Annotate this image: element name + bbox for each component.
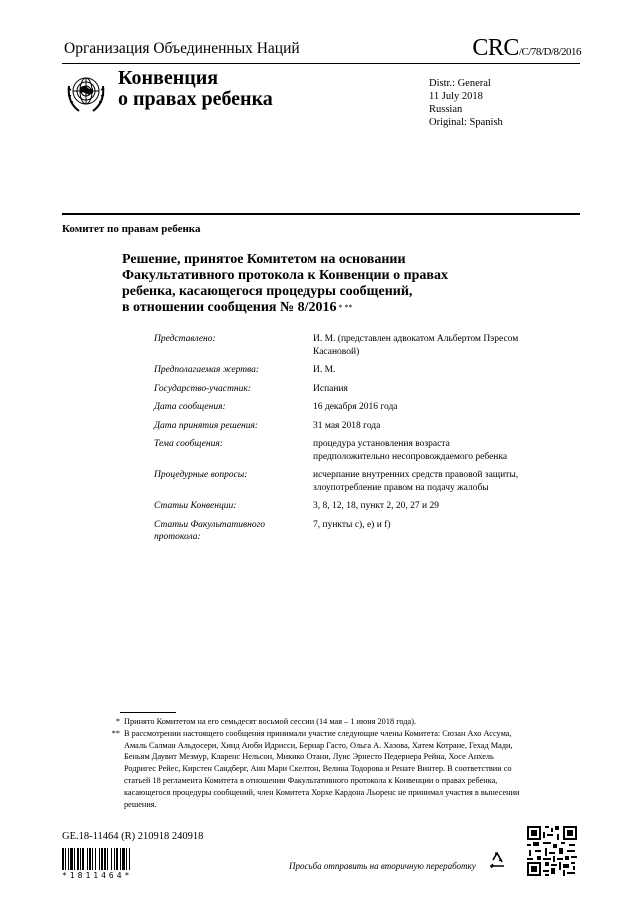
distribution-info bbox=[429, 77, 503, 129]
distr-line: Distr.: General bbox=[429, 78, 491, 89]
job-number: GE.18-11464 (R) 210918 240918 bbox=[62, 831, 204, 842]
qr-code-icon bbox=[527, 826, 577, 876]
meta-row bbox=[154, 333, 524, 358]
meta-row bbox=[154, 500, 524, 513]
meta-key: Тема сообщения: bbox=[154, 439, 223, 449]
meta-row bbox=[154, 519, 524, 544]
meta-value: 7, пункты c), e) и f) bbox=[313, 519, 391, 530]
title-line-text: в отношении сообщения № 8/2016 bbox=[122, 300, 337, 315]
title-line: Факультативного протокола к Конвенции о правах bbox=[122, 268, 448, 283]
organization-name: Организация Объединенных Наций bbox=[64, 40, 300, 57]
barcode-number: *1811464* bbox=[62, 871, 133, 880]
title-line: Решение, принятое Комитетом на основании bbox=[122, 252, 406, 267]
title-line: ребенка, касающегося процедуры сообщений, bbox=[122, 284, 413, 299]
committee-name: Комитет по правам ребенка bbox=[62, 223, 201, 235]
barcode-icon bbox=[62, 848, 154, 870]
recycle-icon bbox=[486, 850, 508, 872]
meta-key: Предполагаемая жертва: bbox=[154, 365, 260, 375]
meta-key: Дата принятия решения: bbox=[154, 420, 259, 431]
meta-value: исчерпание внутренних средств правовой защиты, злоупотребление правом на подачу жалобы bbox=[313, 470, 519, 493]
footnotes bbox=[100, 716, 520, 810]
meta-row bbox=[154, 364, 524, 377]
symbol-rest: /C/78/D/8/2016 bbox=[518, 46, 581, 58]
meta-value: И. М. bbox=[313, 365, 336, 375]
meta-key: Статьи Факультативного протокола: bbox=[154, 519, 266, 542]
un-emblem-icon bbox=[63, 70, 109, 116]
footnote-text: Принято Комитетом на его семьдесят восьмой сессии (14 мая – 1 июня 2018 года). bbox=[124, 717, 417, 726]
meta-value: процедура установления возраста предположительно несопровождаемого ребенка bbox=[313, 439, 508, 462]
convention-title bbox=[118, 68, 273, 110]
footnote bbox=[100, 728, 520, 811]
meta-row bbox=[154, 401, 524, 414]
meta-value: И. М. (представлен адвокатом Альбертом Пэресом Касановой) bbox=[313, 334, 519, 357]
meta-key: Государство-участник: bbox=[154, 383, 251, 394]
footnote-mark: * bbox=[115, 717, 120, 726]
convention-title-line2: о правах ребенка bbox=[118, 88, 273, 110]
meta-row bbox=[154, 420, 524, 433]
footnote-markers: * ** bbox=[338, 303, 353, 312]
meta-key: Статьи Конвенции: bbox=[154, 501, 237, 511]
meta-value: 16 декабря 2016 года bbox=[313, 402, 398, 412]
document-symbol bbox=[472, 35, 581, 62]
meta-row bbox=[154, 383, 524, 396]
meta-key: Представлено: bbox=[154, 334, 216, 344]
communication-metadata bbox=[154, 333, 524, 550]
symbol-main: CRC bbox=[472, 35, 519, 61]
decision-title bbox=[122, 252, 522, 316]
meta-value: Испания bbox=[313, 383, 348, 394]
recycle-request: Просьба отправить на вторичную переработку bbox=[289, 861, 476, 871]
header-divider bbox=[62, 63, 580, 64]
meta-row bbox=[154, 438, 524, 463]
meta-key: Процедурные вопросы: bbox=[154, 470, 248, 480]
language-line: Russian bbox=[429, 104, 463, 115]
footnote bbox=[100, 716, 520, 728]
footnote-text: В рассмотрении настоящего сообщения принимали участие следующие члены Комитета: Сюзан Ахо Ассума, Амаль Салман Альдосери, Хинд Аюби Идрисси, Бернар Гасто, Ольга А. Хазова, Хатем Котране, Гехад Мади, Беньям Даувит Мезмур, Кларенс Нельсон, Микико Отани, Луис Эрнесто Педернера Рейна, Хосе Анхель Родригес Рейес, Кирстен Сандберг, Анн Мари Скелтон, Велина Тодорова и Ренате Винтер. В соответствии со статьей 18 регламента Комитета в отношении Факультативного протокола к Конвенции о правах ребенка, касающегося процедуры сообщений, член Комитета Хорхе Кардона Льоренс не принимал участия в вынесении решения. bbox=[124, 728, 520, 809]
meta-value: 31 мая 2018 года bbox=[313, 420, 381, 431]
title-line bbox=[122, 300, 522, 316]
original-line: Original: Spanish bbox=[429, 117, 503, 128]
section-divider bbox=[62, 213, 580, 215]
meta-row bbox=[154, 469, 524, 494]
footnote-mark: ** bbox=[111, 728, 120, 738]
date-line: 11 July 2018 bbox=[429, 91, 483, 102]
convention-title-line1: Конвенция bbox=[118, 67, 219, 89]
meta-value: 3, 8, 12, 18, пункт 2, 20, 27 и 29 bbox=[313, 501, 440, 511]
footnote-divider bbox=[120, 712, 176, 713]
meta-key: Дата сообщения: bbox=[154, 402, 226, 412]
